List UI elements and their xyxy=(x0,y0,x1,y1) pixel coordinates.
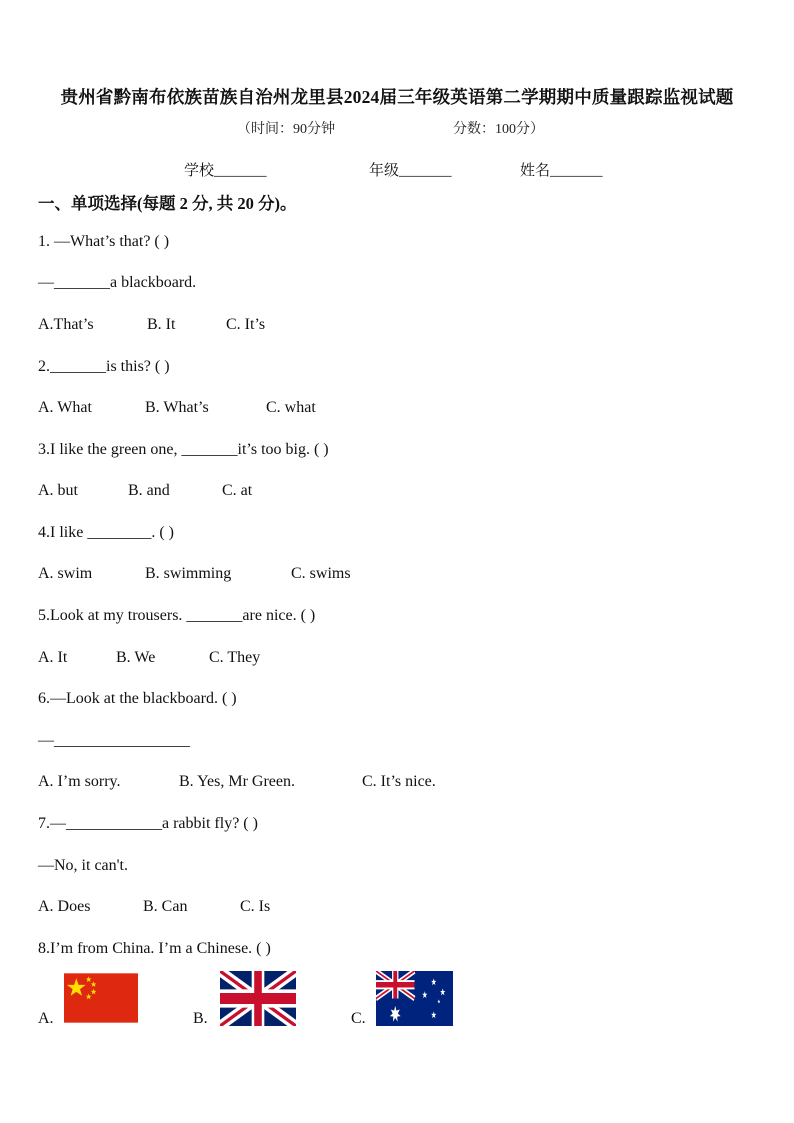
question-8-stem: 8.I’m from China. I’m a Chinese. ( ) xyxy=(38,940,271,957)
question-1-stem: 1. —What’s that? ( ) xyxy=(38,233,170,250)
australia-flag xyxy=(376,971,453,1026)
question-7-answer-line: —No, it can't. xyxy=(38,857,128,874)
school-field: 学校_______ xyxy=(184,163,267,179)
question-6-stem: 6.—Look at the blackboard. ( ) xyxy=(38,690,237,707)
question-6-option-a: A. I’m sorry. xyxy=(38,773,121,790)
question-5-option-a: A. It xyxy=(38,649,68,666)
question-7-stem: 7.—____________a rabbit fly? ( ) xyxy=(38,815,258,832)
question-3-option-c: C. at xyxy=(222,482,253,499)
exam-score: 分数：100分） xyxy=(453,122,544,137)
question-5-option-c: C. They xyxy=(209,649,261,666)
question-6-option-c: C. It’s nice. xyxy=(362,773,436,790)
question-6-answer-line: —_________________ xyxy=(38,732,190,749)
name-field: 姓名_______ xyxy=(520,163,603,179)
question-4-option-c: C. swims xyxy=(291,565,351,582)
exam-title: 贵州省黔南布依族苗族自治州龙里县2024届三年级英语第二学期期中质量跟踪监视试题 xyxy=(60,87,734,107)
question-3-option-a: A. but xyxy=(38,482,78,499)
question-8-option-b: B. xyxy=(193,1010,208,1027)
grade-field: 年级_______ xyxy=(369,163,452,179)
question-1-option-b: B. It xyxy=(147,316,176,333)
question-2-option-c: C. what xyxy=(266,399,316,416)
question-7-option-b: B. Can xyxy=(143,898,188,915)
question-1-option-a: A.That’s xyxy=(38,316,94,333)
uk-flag xyxy=(220,971,296,1026)
question-4-option-a: A. swim xyxy=(38,565,93,582)
exam-time: （时间：90分钟 xyxy=(237,122,335,137)
question-3-option-b: B. and xyxy=(128,482,170,499)
section-title: 一、单项选择(每题 2 分, 共 20 分)。 xyxy=(38,194,297,213)
question-4-option-b: B. swimming xyxy=(145,565,232,582)
question-2-option-b: B. What’s xyxy=(145,399,209,416)
question-1-option-c: C. It’s xyxy=(226,316,266,333)
question-4-stem: 4.I like ________. ( ) xyxy=(38,524,174,541)
question-3-stem: 3.I like the green one, _______it’s too big. ( ) xyxy=(38,441,329,458)
question-7-option-a: A. Does xyxy=(38,898,91,915)
question-6-option-b: B. Yes, Mr Green. xyxy=(179,773,295,790)
question-5-option-b: B. We xyxy=(116,649,156,666)
question-5-stem: 5.Look at my trousers. _______are nice. ( ) xyxy=(38,607,316,624)
question-8-option-a: A. xyxy=(38,1010,54,1027)
question-7-option-c: C. Is xyxy=(240,898,271,915)
question-2-option-a: A. What xyxy=(38,399,92,416)
question-2-stem: 2._______is this? ( ) xyxy=(38,358,170,375)
china-flag xyxy=(64,971,138,1025)
question-8-option-c: C. xyxy=(351,1010,366,1027)
question-1-answer-line: —_______a blackboard. xyxy=(38,274,197,291)
